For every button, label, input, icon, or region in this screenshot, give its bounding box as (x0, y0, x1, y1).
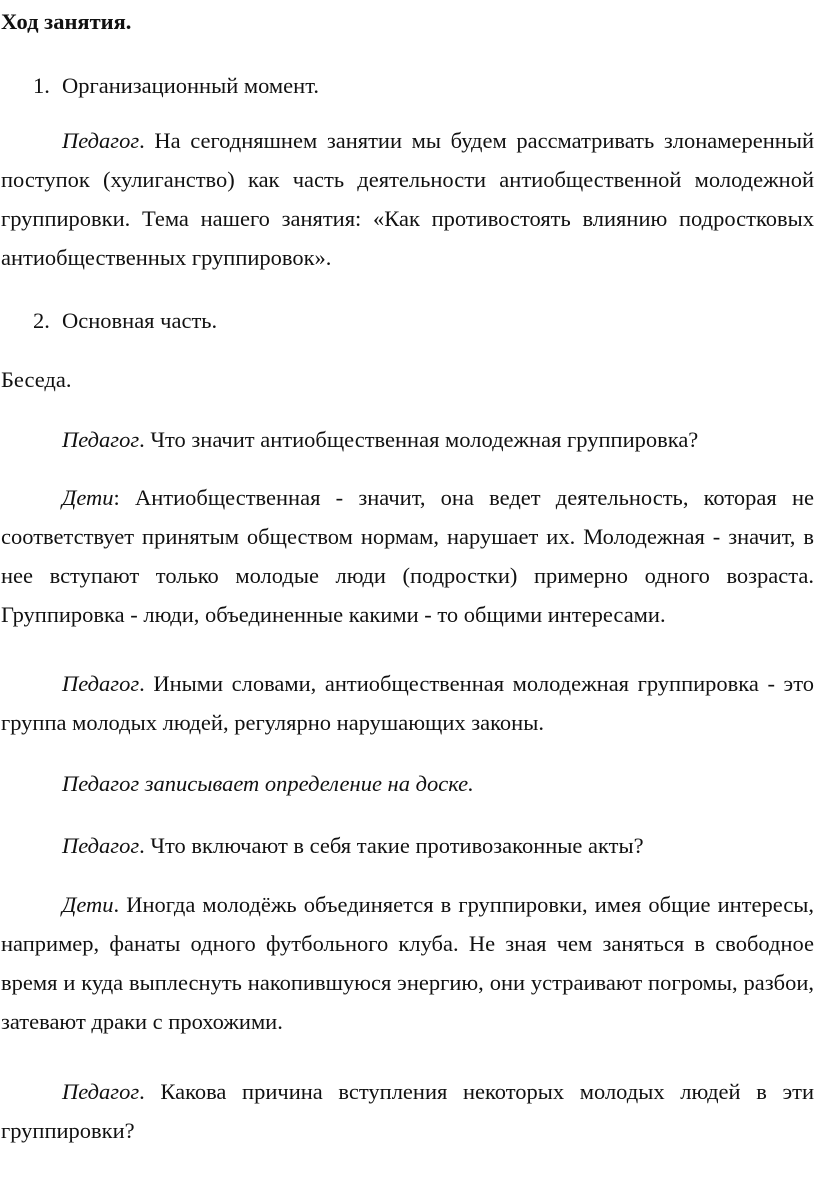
speaker-teacher: Педагог (62, 128, 140, 153)
speaker-teacher: Педагог (62, 427, 140, 452)
stage-direction: Педагог записывает определение на доске. (62, 771, 474, 796)
section-1-heading (33, 66, 319, 105)
paragraph-text: Антиобщественная - значит, она ведет деятельность, которая не соответствует принятым обществом нормам, нарушает их. Молодежная - значит, в нее вступают только молодые люди (подростки) примерно одного возраста. Группировка - люди, объединенные какими - то общими интересами. (1, 485, 814, 627)
speaker-children: Дети (62, 485, 114, 510)
paragraph-teacher-definition (1, 664, 814, 742)
paragraph-text: Иногда молодёжь объединяется в группировки, имея общие интересы, например, фанаты одного футбольного клуба. Не зная чем заняться в свободное время и куда выплеснуть накопившуюся энергию, они устраивают погромы, разбои, затевают драки с прохожими. (1, 892, 814, 1034)
paragraph-children-answer-1 (1, 478, 814, 634)
speaker-children: Дети (62, 892, 114, 917)
paragraph-text: Что включают в себя такие противозаконные акты? (144, 833, 644, 858)
paragraph-teacher-question-2 (1, 826, 814, 865)
speaker-teacher: Педагог (62, 833, 140, 858)
paragraph-children-answer-2 (1, 885, 814, 1041)
section-1-title: Организационный момент. (62, 73, 319, 98)
conversation-label: Беседа. (1, 367, 72, 392)
speaker-punct: . (139, 427, 145, 452)
paragraph-text: На сегодняшнем занятии мы будем рассматривать злонамеренный поступок (хулиганство) как часть деятельности антиобщественной молодежной группировки. Тема нашего занятия: «Как противостоять влиянию подростковых антиобщественных группировок». (1, 128, 814, 270)
paragraph-teacher-question-1 (1, 420, 814, 459)
speaker-teacher: Педагог (62, 671, 140, 696)
speaker-teacher: Педагог (62, 1079, 140, 1104)
section-2-number: 2. (33, 308, 50, 333)
section-2-heading (33, 301, 217, 340)
speaker-punct: . (139, 671, 145, 696)
speaker-punct: . (139, 833, 145, 858)
speaker-punct: . (139, 128, 145, 153)
paragraph-text: Что значит антиобщественная молодежная группировка? (144, 427, 699, 452)
paragraph-text: Какова причина вступления некоторых молодых людей в эти группировки? (1, 1079, 814, 1143)
speaker-punct: . (113, 892, 120, 917)
speaker-punct: : (113, 485, 120, 510)
section-1-number: 1. (33, 73, 50, 98)
speaker-punct: . (139, 1079, 145, 1104)
section-2-title: Основная часть. (62, 308, 218, 333)
paragraph-teacher-intro (1, 121, 814, 277)
paragraph-text: Иными словами, антиобщественная молодежная группировка - это группа молодых людей, регулярно нарушающих законы. (1, 671, 814, 735)
paragraph-teacher-question-3 (1, 1072, 814, 1150)
lesson-heading: Ход занятия. (1, 9, 132, 34)
